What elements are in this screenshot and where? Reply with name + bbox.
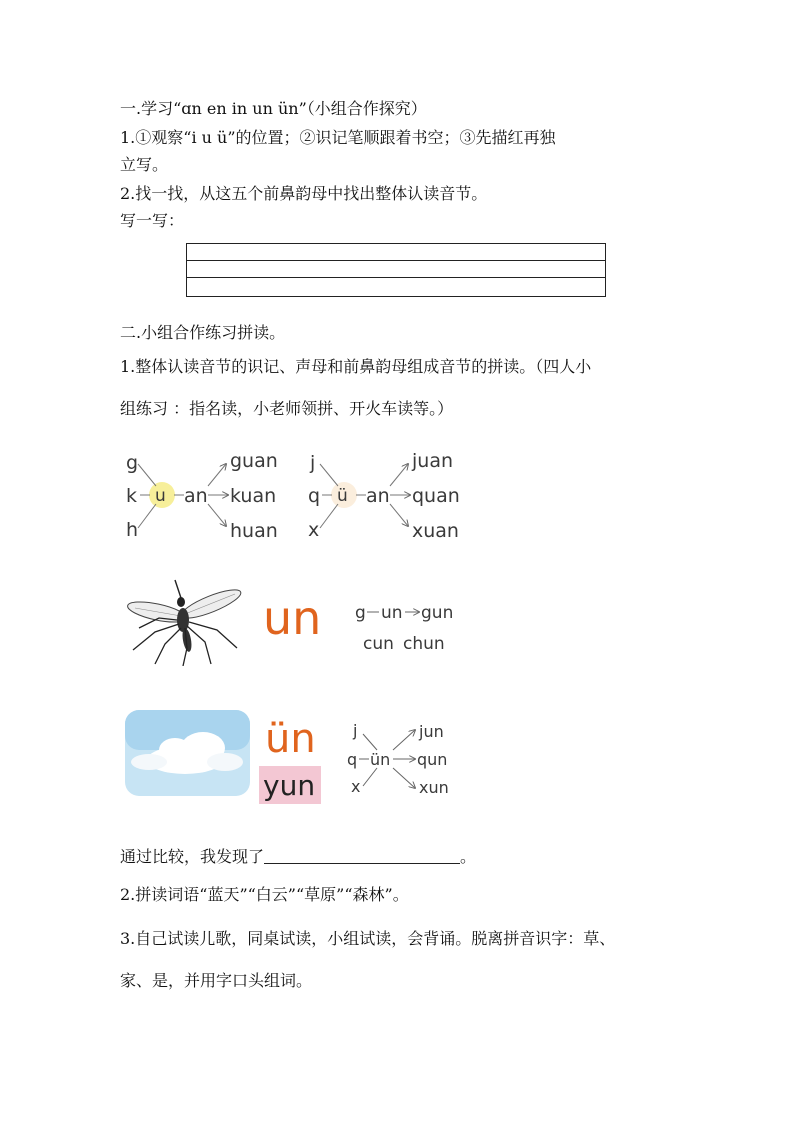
word-chun: chun	[403, 634, 445, 654]
final-an: an	[184, 485, 208, 507]
pinyin-diagram-yun	[125, 706, 465, 806]
section1-item1-line2: 立写。	[120, 155, 169, 174]
write-label: 写一写：	[120, 211, 185, 230]
writing-row[interactable]	[187, 278, 605, 295]
final-an: an	[366, 485, 390, 507]
result-xuan: xuan	[412, 520, 459, 542]
initial-h: h	[126, 519, 139, 541]
initial-x: x	[308, 519, 320, 541]
mosquito-illustration	[126, 580, 244, 666]
section2-heading: 二.小组合作练习拼读。	[120, 323, 286, 342]
section1-item1-line1: 1.①观察“i u ü”的位置；②识记笔顺跟着书空；③先描红再独	[120, 128, 556, 147]
initial-j: j	[353, 721, 358, 740]
result-qun: qun	[417, 750, 448, 769]
initial-j: j	[310, 452, 316, 474]
result-xun: xun	[419, 778, 449, 797]
section2-item1-line2: 组练习 ：指名读，小老师领拼、开火车读等。）	[120, 399, 454, 418]
chain-gun: gun	[421, 603, 454, 623]
writing-row[interactable]	[187, 244, 605, 261]
final-yun: ün	[370, 750, 391, 769]
word-cun: cun	[363, 634, 394, 654]
section2-item3-line2: 家、是，并用字口头组词。	[120, 971, 313, 990]
pinyin-diagram-uan-uean	[120, 444, 460, 548]
section2-item1-line1: 1.整体认读音节的识记、声母和前鼻韵母组成音节的拼读。（四人小	[120, 357, 592, 376]
pinyin-diagram-un	[125, 574, 465, 666]
result-guan: guan	[230, 450, 278, 472]
big-label-yun-final: ün	[265, 716, 316, 762]
result-quan: quan	[412, 485, 460, 507]
section1-heading: 一.学习“ɑn en in un ün”（小组合作探究）	[120, 99, 427, 118]
compare-line	[120, 846, 476, 868]
initial-g: g	[126, 452, 139, 474]
initial-k: k	[126, 485, 138, 507]
result-jun: jun	[419, 722, 444, 741]
section2-item2: 2.拼读词语“蓝天”“白云”“草原”“森林”。	[120, 885, 409, 904]
compare-prefix: 通过比较，我发现了	[120, 847, 265, 866]
initial-q: q	[347, 750, 358, 769]
chain-g: g	[355, 603, 366, 623]
result-kuan: kuan	[230, 485, 277, 507]
section2-item3-line1: 3.自己试读儿歌，同桌试读，小组试读，会背诵。脱离拼音识字：草、	[120, 929, 616, 948]
cloud-illustration	[125, 710, 250, 796]
result-huan: huan	[230, 520, 278, 542]
compare-suffix: 。	[460, 847, 477, 866]
big-label-un: un	[263, 591, 322, 645]
chain-un: un	[381, 603, 403, 623]
section1-item2: 2.找一找，从这五个前鼻韵母中找出整体认读音节。	[120, 184, 488, 203]
result-juan: juan	[412, 450, 454, 472]
initial-q: q	[308, 485, 321, 507]
whole-syllable-yun: yun	[263, 769, 316, 802]
writing-row[interactable]	[187, 261, 605, 278]
medial-u: u	[155, 486, 166, 506]
medial-yu: ü	[337, 486, 348, 506]
writing-grid[interactable]	[186, 243, 606, 297]
answer-blank[interactable]	[264, 847, 460, 864]
initial-x: x	[351, 777, 361, 796]
